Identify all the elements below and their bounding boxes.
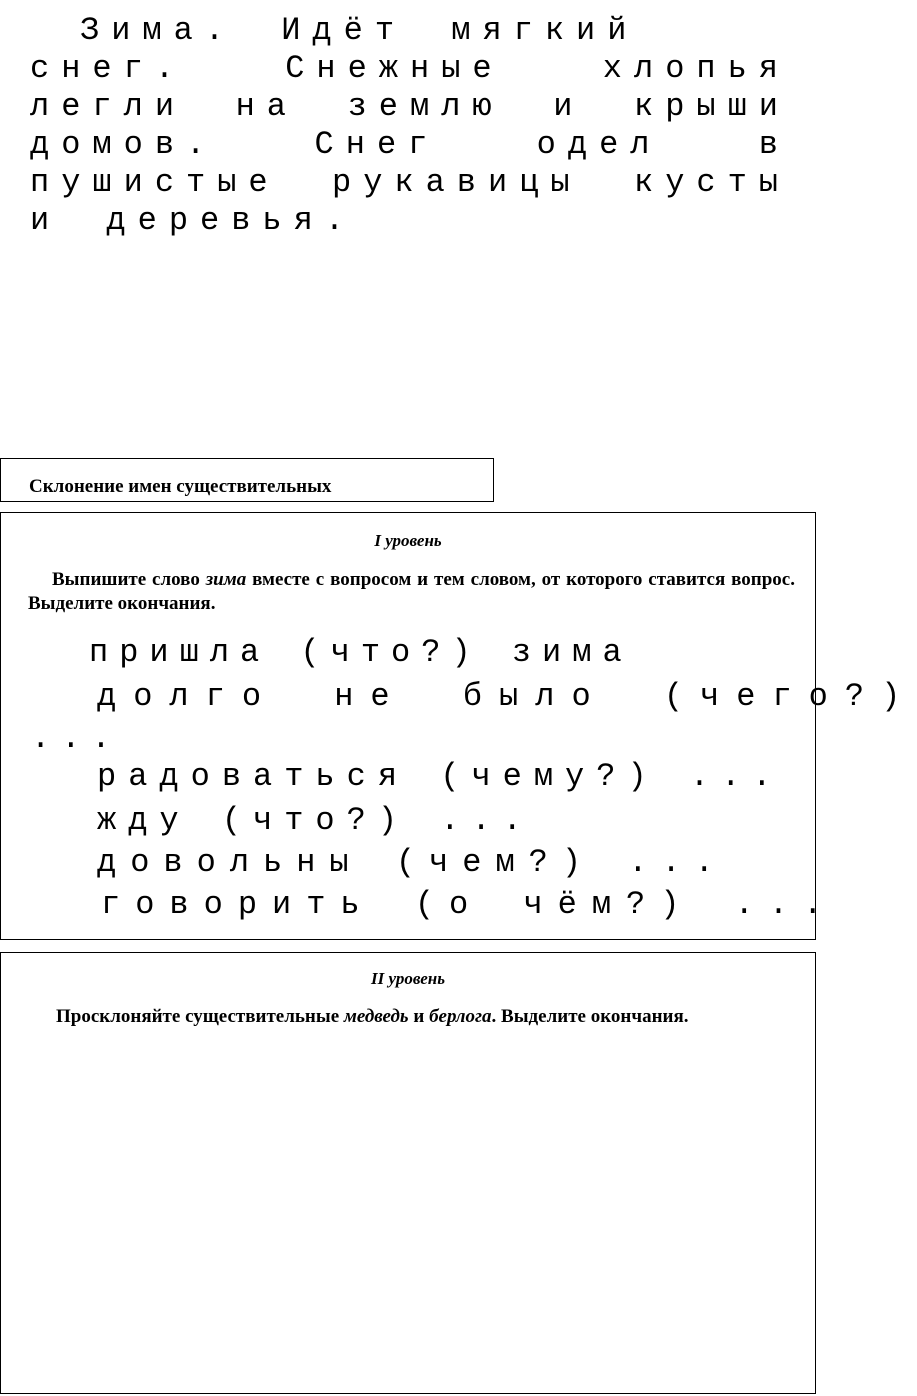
level1-panel xyxy=(0,512,917,940)
level2-word2: берлога xyxy=(429,1006,492,1027)
topic-title: Склонение имен существительных xyxy=(29,476,332,497)
example-line-6: довольны (чем?) ... xyxy=(97,844,728,881)
level1-heading: I уровень xyxy=(374,531,442,550)
intro-first-line: Зима. Идёт мягкий xyxy=(80,12,639,49)
intro-text xyxy=(30,12,790,240)
level2-heading: II уровень xyxy=(371,969,445,988)
level1-task-after: вместе с вопросом и тем словом, от которого ставится вопрос. Выделите окончания. xyxy=(28,569,795,614)
level2-word1: медведь xyxy=(343,1006,409,1027)
level2-task-mid: и xyxy=(408,1006,430,1027)
level2-panel xyxy=(0,952,816,1394)
level2-task-before: Просклоняйте существительные xyxy=(56,1006,344,1027)
topic-box xyxy=(0,458,494,502)
intro-rest: снег. Снежные хлопья легли на землю и крыши домов. Снег одел в пушистые рукавицы кусты и деревья. xyxy=(30,50,790,239)
level1-task xyxy=(28,568,795,616)
level1-task-word: зима xyxy=(205,569,247,590)
example-line-7: говорить (о чём?) ... xyxy=(101,886,838,923)
example-line-5: жду (что?) ... xyxy=(97,802,534,839)
example-line-4: радоваться (чему?) ... xyxy=(97,758,784,795)
example-line-2: долго не было (чего?) xyxy=(97,678,917,715)
example-line-1: пришла (что?) зима xyxy=(89,634,633,671)
level1-task-before: Выпишите слово xyxy=(52,569,206,590)
level2-task xyxy=(28,1005,795,1029)
level2-task-after: . Выделите окончания. xyxy=(491,1006,689,1027)
example-line-3: ... xyxy=(31,720,122,757)
